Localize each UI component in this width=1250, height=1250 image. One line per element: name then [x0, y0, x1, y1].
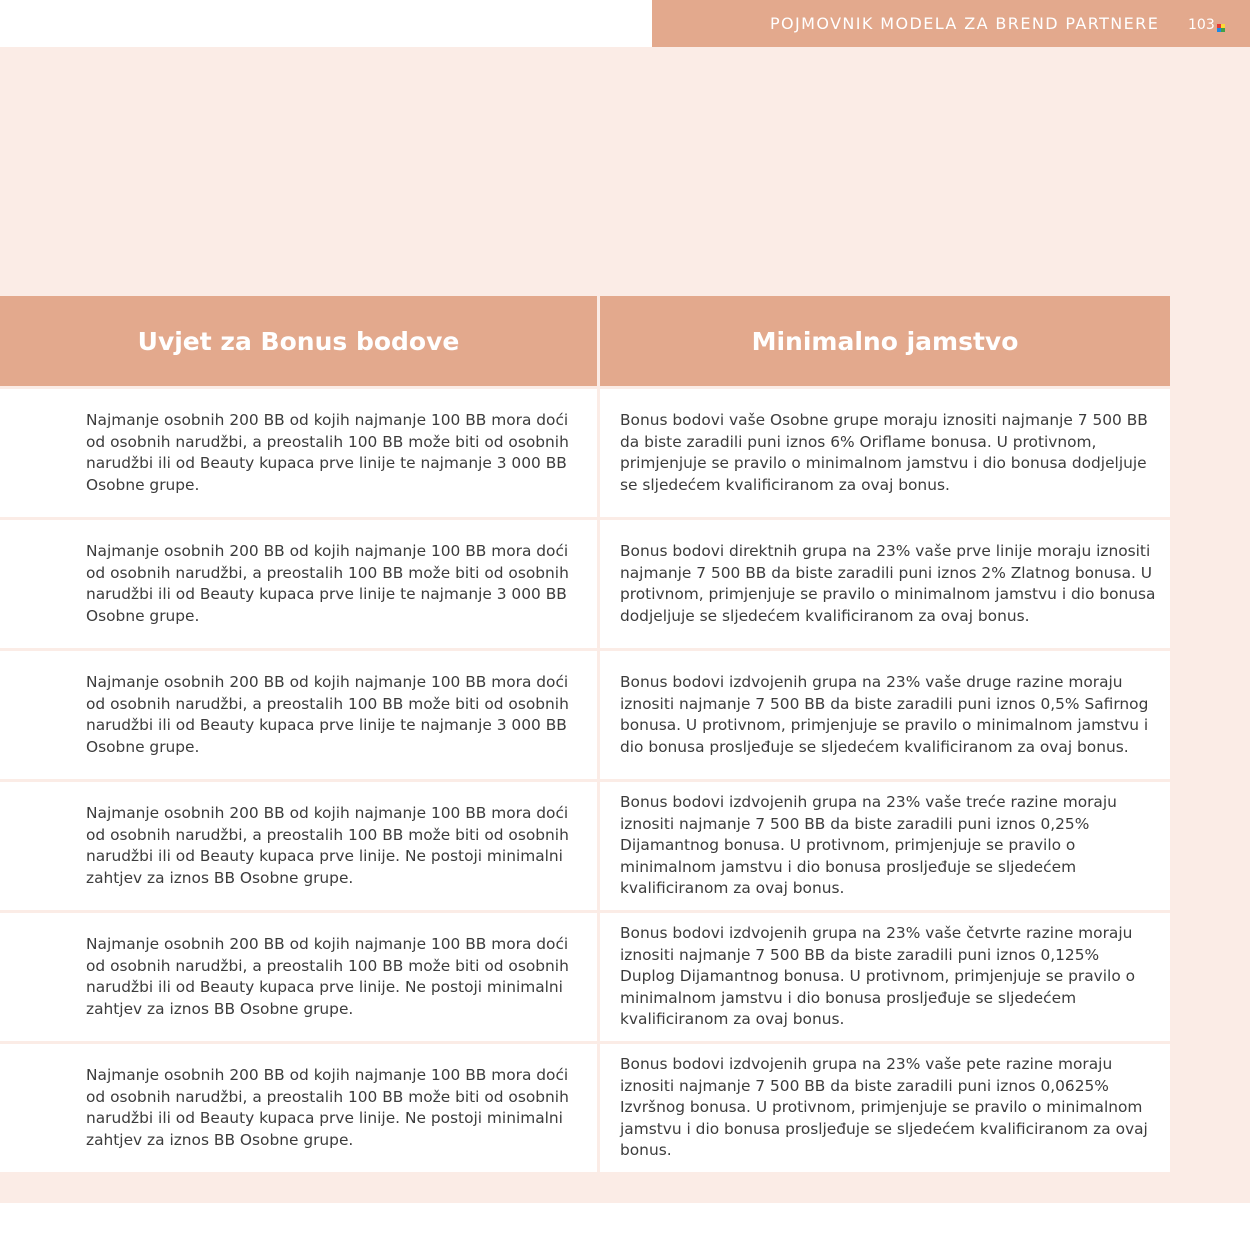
table-cell-guarantee [600, 520, 1170, 648]
cell-text: Najmanje osobnih 200 BB od kojih najmanje 100 BB mora doći od osobnih narudžbi, a preostalih 100 BB može biti od osobnih narudžbi ili od Beauty kupaca prve linije te najmanje 3 000 BB Osobne grupe. [86, 542, 569, 625]
table-cell-condition [0, 913, 597, 1041]
column-header-condition: Uvjet za Bonus bodove [0, 296, 597, 386]
table-cell-condition [0, 1044, 597, 1172]
page-number: 103 [1188, 17, 1215, 33]
table-cell-guarantee [600, 389, 1170, 517]
cell-text: Najmanje osobnih 200 BB od kojih najmanje 100 BB mora doći od osobnih narudžbi, a preostalih 100 BB može biti od osobnih narudžbi ili od Beauty kupaca prve linije te najmanje 3 000 BB Osobne grupe. [86, 673, 569, 756]
column-header-guarantee: Minimalno jamstvo [600, 296, 1170, 386]
color-marker-icon [1217, 24, 1225, 32]
bonus-table [0, 296, 1167, 1172]
cell-text: Najmanje osobnih 200 BB od kojih najmanje 100 BB mora doći od osobnih narudžbi, a preostalih 100 BB može biti od osobnih narudžbi ili od Beauty kupaca prve linije. Ne postoji minimalni zahtjev za iznos BB Osobne grupe. [86, 935, 569, 1018]
table-cell-guarantee [600, 913, 1170, 1041]
table-cell-guarantee [600, 651, 1170, 779]
table-cell-condition [0, 520, 597, 648]
table-cell-guarantee [600, 1044, 1170, 1172]
cell-text: Bonus bodovi izdvojenih grupa na 23% vaše četvrte razine moraju iznositi najmanje 7 500 BB da biste zaradili puni iznos 0,125% Duplog Dijamantnog bonusa. U protivnom, primjenjuje se pravilo o minimalnom jamstvu i dio bonusa prosljeđuje se sljedećem kvalificiranom za ovaj bonus. [620, 924, 1136, 1029]
table-cell-condition [0, 651, 597, 779]
page-header-title: POJMOVNIK MODELA ZA BREND PARTNERE [770, 14, 1160, 33]
cell-text: Najmanje osobnih 200 BB od kojih najmanje 100 BB mora doći od osobnih narudžbi, a preostalih 100 BB može biti od osobnih narudžbi ili od Beauty kupaca prve linije te najmanje 3 000 BB Osobne grupe. [86, 411, 569, 494]
cell-text: Najmanje osobnih 200 BB od kojih najmanje 100 BB mora doći od osobnih narudžbi, a preostalih 100 BB može biti od osobnih narudžbi ili od Beauty kupaca prve linije. Ne postoji minimalni zahtjev za iznos BB Osobne grupe. [86, 1066, 569, 1149]
cell-text: Bonus bodovi vaše Osobne grupe moraju iznositi najmanje 7 500 BB da biste zaradili puni iznos 6% Oriflame bonusa. U protivnom, primjenjuje se pravilo o minimalnom jamstvu i dio bonusa dodjeljuje se sljedećem kvalificiranom za ovaj bonus. [620, 411, 1148, 494]
cell-text: Bonus bodovi izdvojenih grupa na 23% vaše pete razine moraju iznositi najmanje 7 500 BB da biste zaradili puni iznos 0,0625% Izvršnog bonusa. U protivnom, primjenjuje se pravilo o minimalnom jamstvu i dio bonusa prosljeđuje se sljedećem kvalificiranom za ovaj bonus. [620, 1055, 1148, 1160]
cell-text: Bonus bodovi izdvojenih grupa na 23% vaše treće razine moraju iznositi najmanje 7 500 BB da biste zaradili puni iznos 0,25% Dijamantnog bonusa. U protivnom, primjenjuje se pravilo o minimalnom jamstvu i dio bonusa prosljeđuje se sljedećem kvalificiranom za ovaj bonus. [620, 793, 1117, 898]
table-cell-guarantee [600, 782, 1170, 910]
cell-text: Najmanje osobnih 200 BB od kojih najmanje 100 BB mora doći od osobnih narudžbi, a preostalih 100 BB može biti od osobnih narudžbi ili od Beauty kupaca prve linije. Ne postoji minimalni zahtjev za iznos BB Osobne grupe. [86, 804, 569, 887]
table-cell-condition [0, 389, 597, 517]
cell-text: Bonus bodovi direktnih grupa na 23% vaše prve linije moraju iznositi najmanje 7 500 BB da biste zaradili puni iznos 2% Zlatnog bonusa. U protivnom, primjenjuje se pravilo o minimalnom jamstvu i dio bonusa dodjeljuje se sljedećem kvalificiranom za ovaj bonus. [620, 542, 1156, 625]
table-cell-condition [0, 782, 597, 910]
cell-text: Bonus bodovi izdvojenih grupa na 23% vaše druge razine moraju iznositi najmanje 7 500 BB da biste zaradili puni iznos 0,5% Safirnog bonusa. U protivnom, primjenjuje se pravilo o minimalnom jamstvu i dio bonusa prosljeđuje se sljedećem kvalificiranom za ovaj bonus. [620, 673, 1149, 756]
